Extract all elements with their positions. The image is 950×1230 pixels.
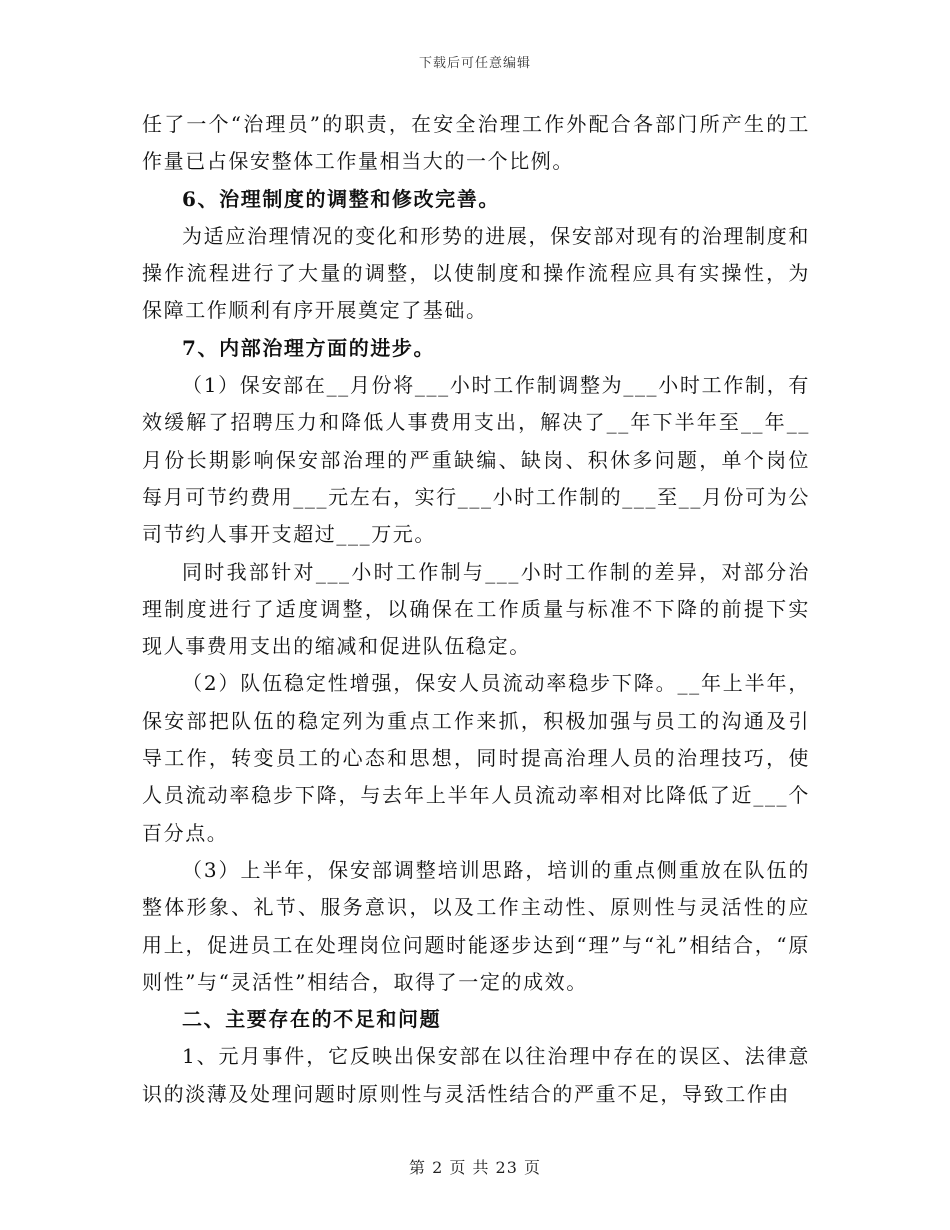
page-header: 下载后可任意编辑 xyxy=(418,56,531,71)
document-body xyxy=(142,106,810,1113)
paragraph-item-2: （2）队伍稳定性增强，保安人员流动率稳步下降。__年上半年，保安部把队伍的稳定列为重点工作来抓，积极加强与员工的沟通及引导工作，转变员工的心态和思想，同时提高治理人员的治理技巧，使人员流动率稳步下降，与去年上半年人员流动率相对比降低了近___个百分点。 xyxy=(142,671,810,845)
section-heading-problems: 二、主要存在的不足和问题 xyxy=(182,1007,442,1032)
paragraph-item-1: （1）保安部在__月份将___小时工作制调整为___小时工作制，有效缓解了招聘压力和降低人事费用支出，解决了__年下半年至__年__月份长期影响保安部治理的严重缺编、缺岗、积休多问题，单个岗位每月可节约费用___元左右，实行___小时工作制的___至__月份可为公司节约人事开支超过___万元。 xyxy=(142,373,810,547)
section-heading-6: 6、治理制度的调整和修改完善。 xyxy=(182,186,500,211)
paragraph-problem-1: 1、元月事件，它反映出保安部在以往治理中存在的误区、法律意识的淡薄及处理问题时原则性与灵活性结合的严重不足，导致工作由 xyxy=(142,1044,810,1106)
paragraph-continuation: 任了一个“治理员”的职责，在安全治理工作外配合各部门所产生的工作量已占保安整体工作量相当大的一个比例。 xyxy=(142,112,810,174)
paragraph-item-3: （3）上半年，保安部调整培训思路，培训的重点侧重放在队伍的整体形象、礼节、服务意识，以及工作主动性、原则性与灵活性的应用上，促进员工在处理岗位问题时能逐步达到“理”与“礼”相结合，“原则性”与“灵活性”相结合，取得了一定的成效。 xyxy=(142,857,810,994)
section-heading-7: 7、内部治理方面的进步。 xyxy=(182,335,436,360)
paragraph-item-1-followup: 同时我部针对___小时工作制与___小时工作制的差异，对部分治理制度进行了适度调整，以确保在工作质量与标准不下降的前提下实现人事费用支出的缩减和促进队伍稳定。 xyxy=(142,559,810,659)
paragraph-system-adjustment: 为适应治理情况的变化和形势的进展，保安部对现有的治理制度和操作流程进行了大量的调整，以使制度和操作流程应具有实操性，为保障工作顺利有序开展奠定了基础。 xyxy=(142,223,810,323)
page-number: 第 2 页 共 23 页 xyxy=(409,1158,541,1177)
